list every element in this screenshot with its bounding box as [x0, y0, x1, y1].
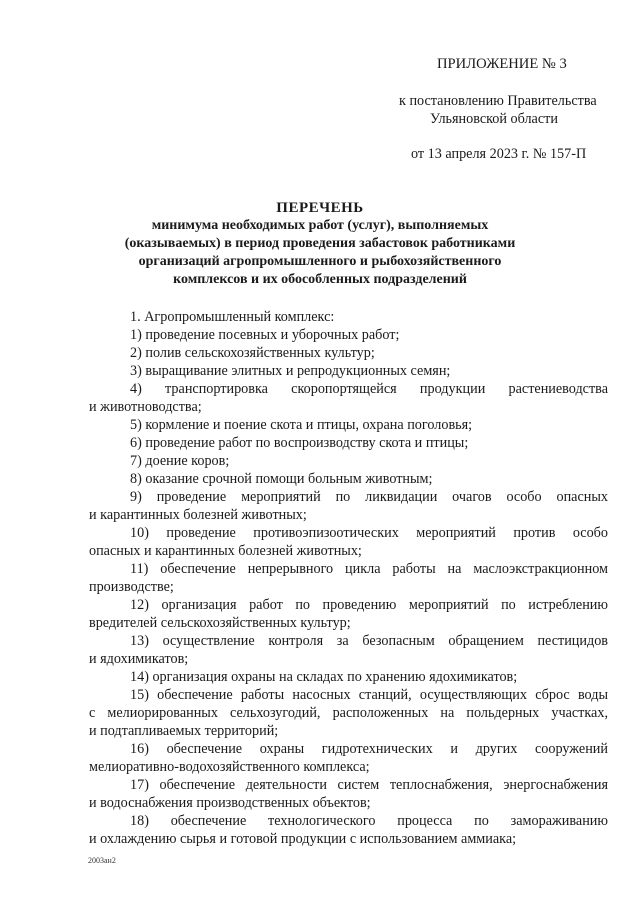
- list-item: 8) оказание срочной помощи больным животным;: [130, 471, 433, 487]
- list-item: 9) проведение мероприятий по ликвидации очагов особо опасных: [130, 489, 608, 505]
- list-item-continuation: и водоснабжения производственных объектов;: [89, 795, 371, 811]
- title-line: минимума необходимых работ (услуг), выполняемых: [151, 218, 489, 233]
- decree-region: Ульяновской области: [430, 111, 558, 127]
- list-item: 1) проведение посевных и уборочных работ;: [130, 327, 400, 343]
- footer-code: 2003ан2: [88, 856, 116, 865]
- list-item: 18) обеспечение технологического процесса по замораживанию: [130, 813, 608, 829]
- list-item-continuation: и подтапливаемых территорий;: [89, 723, 279, 739]
- list-item: 12) организация работ по проведению мероприятий по истреблению: [130, 597, 608, 613]
- list-item-continuation: мелиоративно-водохозяйственного комплекса;: [89, 759, 370, 775]
- list-item-continuation: вредителей сельскохозяйственных культур;: [89, 615, 351, 631]
- section-heading: 1. Агропромышленный комплекс:: [130, 309, 335, 325]
- list-item: 17) обеспечение деятельности систем теплоснабжения, энергоснабжения: [130, 777, 608, 793]
- appendix-heading: ПРИЛОЖЕНИЕ № 3: [437, 56, 567, 72]
- list-item: 13) осуществление контроля за безопасным обращением пестицидов: [130, 633, 608, 649]
- list-item-continuation: опасных и карантинных болезней животных;: [89, 543, 362, 559]
- decree-date: от 13 апреля 2023 г. № 157-П: [411, 146, 587, 162]
- list-item-continuation: и охлаждению сырья и готовой продукции с использованием аммиака;: [89, 831, 517, 847]
- list-item: 2) полив сельскохозяйственных культур;: [130, 345, 375, 361]
- decree-reference: к постановлению Правительства: [399, 93, 597, 109]
- list-item: 14) организация охраны на складах по хранению ядохимикатов;: [130, 669, 518, 685]
- list-item-continuation: и животноводства;: [89, 399, 202, 415]
- list-item-continuation: и карантинных болезней животных;: [89, 507, 307, 523]
- list-item: 6) проведение работ по воспроизводству скота и птицы;: [130, 435, 469, 451]
- list-item: 16) обеспечение охраны гидротехнических и других сооружений: [130, 741, 608, 757]
- list-item: 3) выращивание элитных и репродукционных семян;: [130, 363, 451, 379]
- list-item: 5) кормление и поение скота и птицы, охрана поголовья;: [130, 417, 473, 433]
- title-line: комплексов и их обособленных подразделений: [173, 272, 467, 287]
- document-title: ПЕРЕЧЕНЬ: [276, 200, 364, 216]
- title-line: организаций агропромышленного и рыбохозяйственного: [138, 254, 502, 269]
- list-item-continuation: с мелиорированных сельхозугодий, расположенных на польдерных участках,: [89, 705, 608, 721]
- title-line: (оказываемых) в период проведения забастовок работниками: [124, 236, 516, 251]
- list-item-continuation: производстве;: [89, 579, 174, 595]
- list-item: 11) обеспечение непрерывного цикла работы на маслоэкстракционном: [130, 561, 608, 577]
- list-item-continuation: и ядохимикатов;: [89, 651, 189, 667]
- list-item: 10) проведение противоэпизоотических мероприятий против особо: [130, 525, 608, 541]
- list-item: 15) обеспечение работы насосных станций, осуществляющих сброс воды: [130, 687, 608, 703]
- list-item: 4) транспортировка скоропортящейся продукции растениеводства: [130, 381, 608, 397]
- list-item: 7) доение коров;: [130, 453, 230, 469]
